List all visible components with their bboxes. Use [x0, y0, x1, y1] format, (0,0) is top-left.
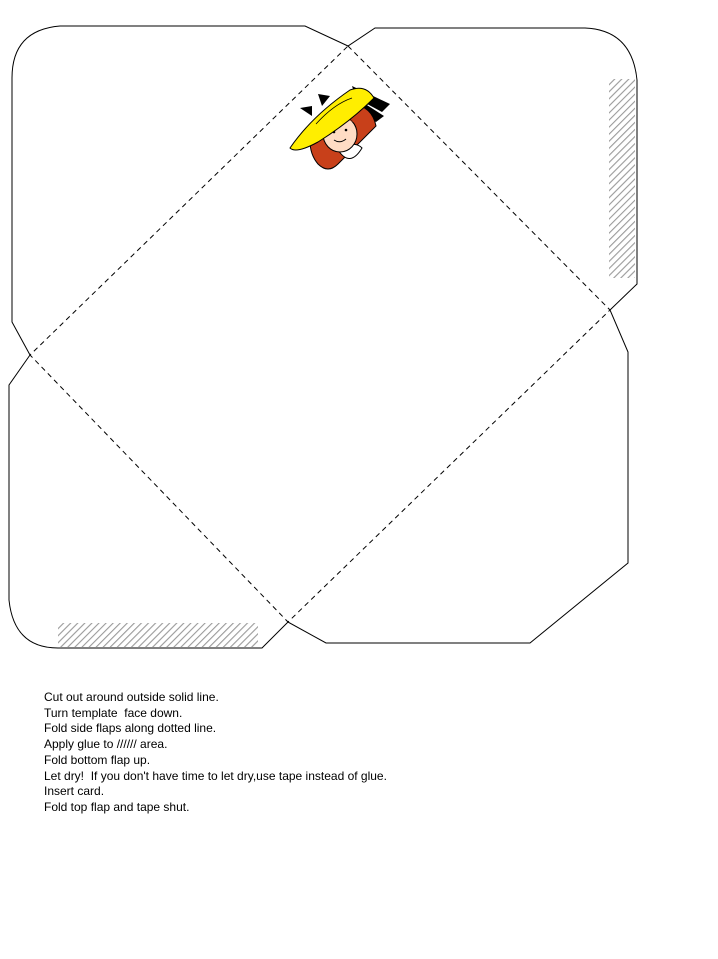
instruction-step: Insert card. [44, 784, 105, 799]
instruction-step: Cut out around outside solid line. [44, 690, 219, 704]
instruction-step: Turn template face down. [44, 705, 183, 720]
instruction-step: Let dry! If you don't have time to let dry,use tape instead of glue. [44, 768, 387, 783]
instruction-step: Fold bottom flap up. [44, 752, 151, 767]
instructions-list [44, 690, 387, 816]
instruction-step: Fold side flaps along dotted line. [44, 721, 217, 736]
glue-area-right [609, 79, 635, 278]
instruction-step: Apply glue to ////// area. [44, 737, 168, 752]
glue-area-bottom [58, 623, 258, 647]
instruction-step: Fold top flap and tape shut. [44, 799, 190, 814]
